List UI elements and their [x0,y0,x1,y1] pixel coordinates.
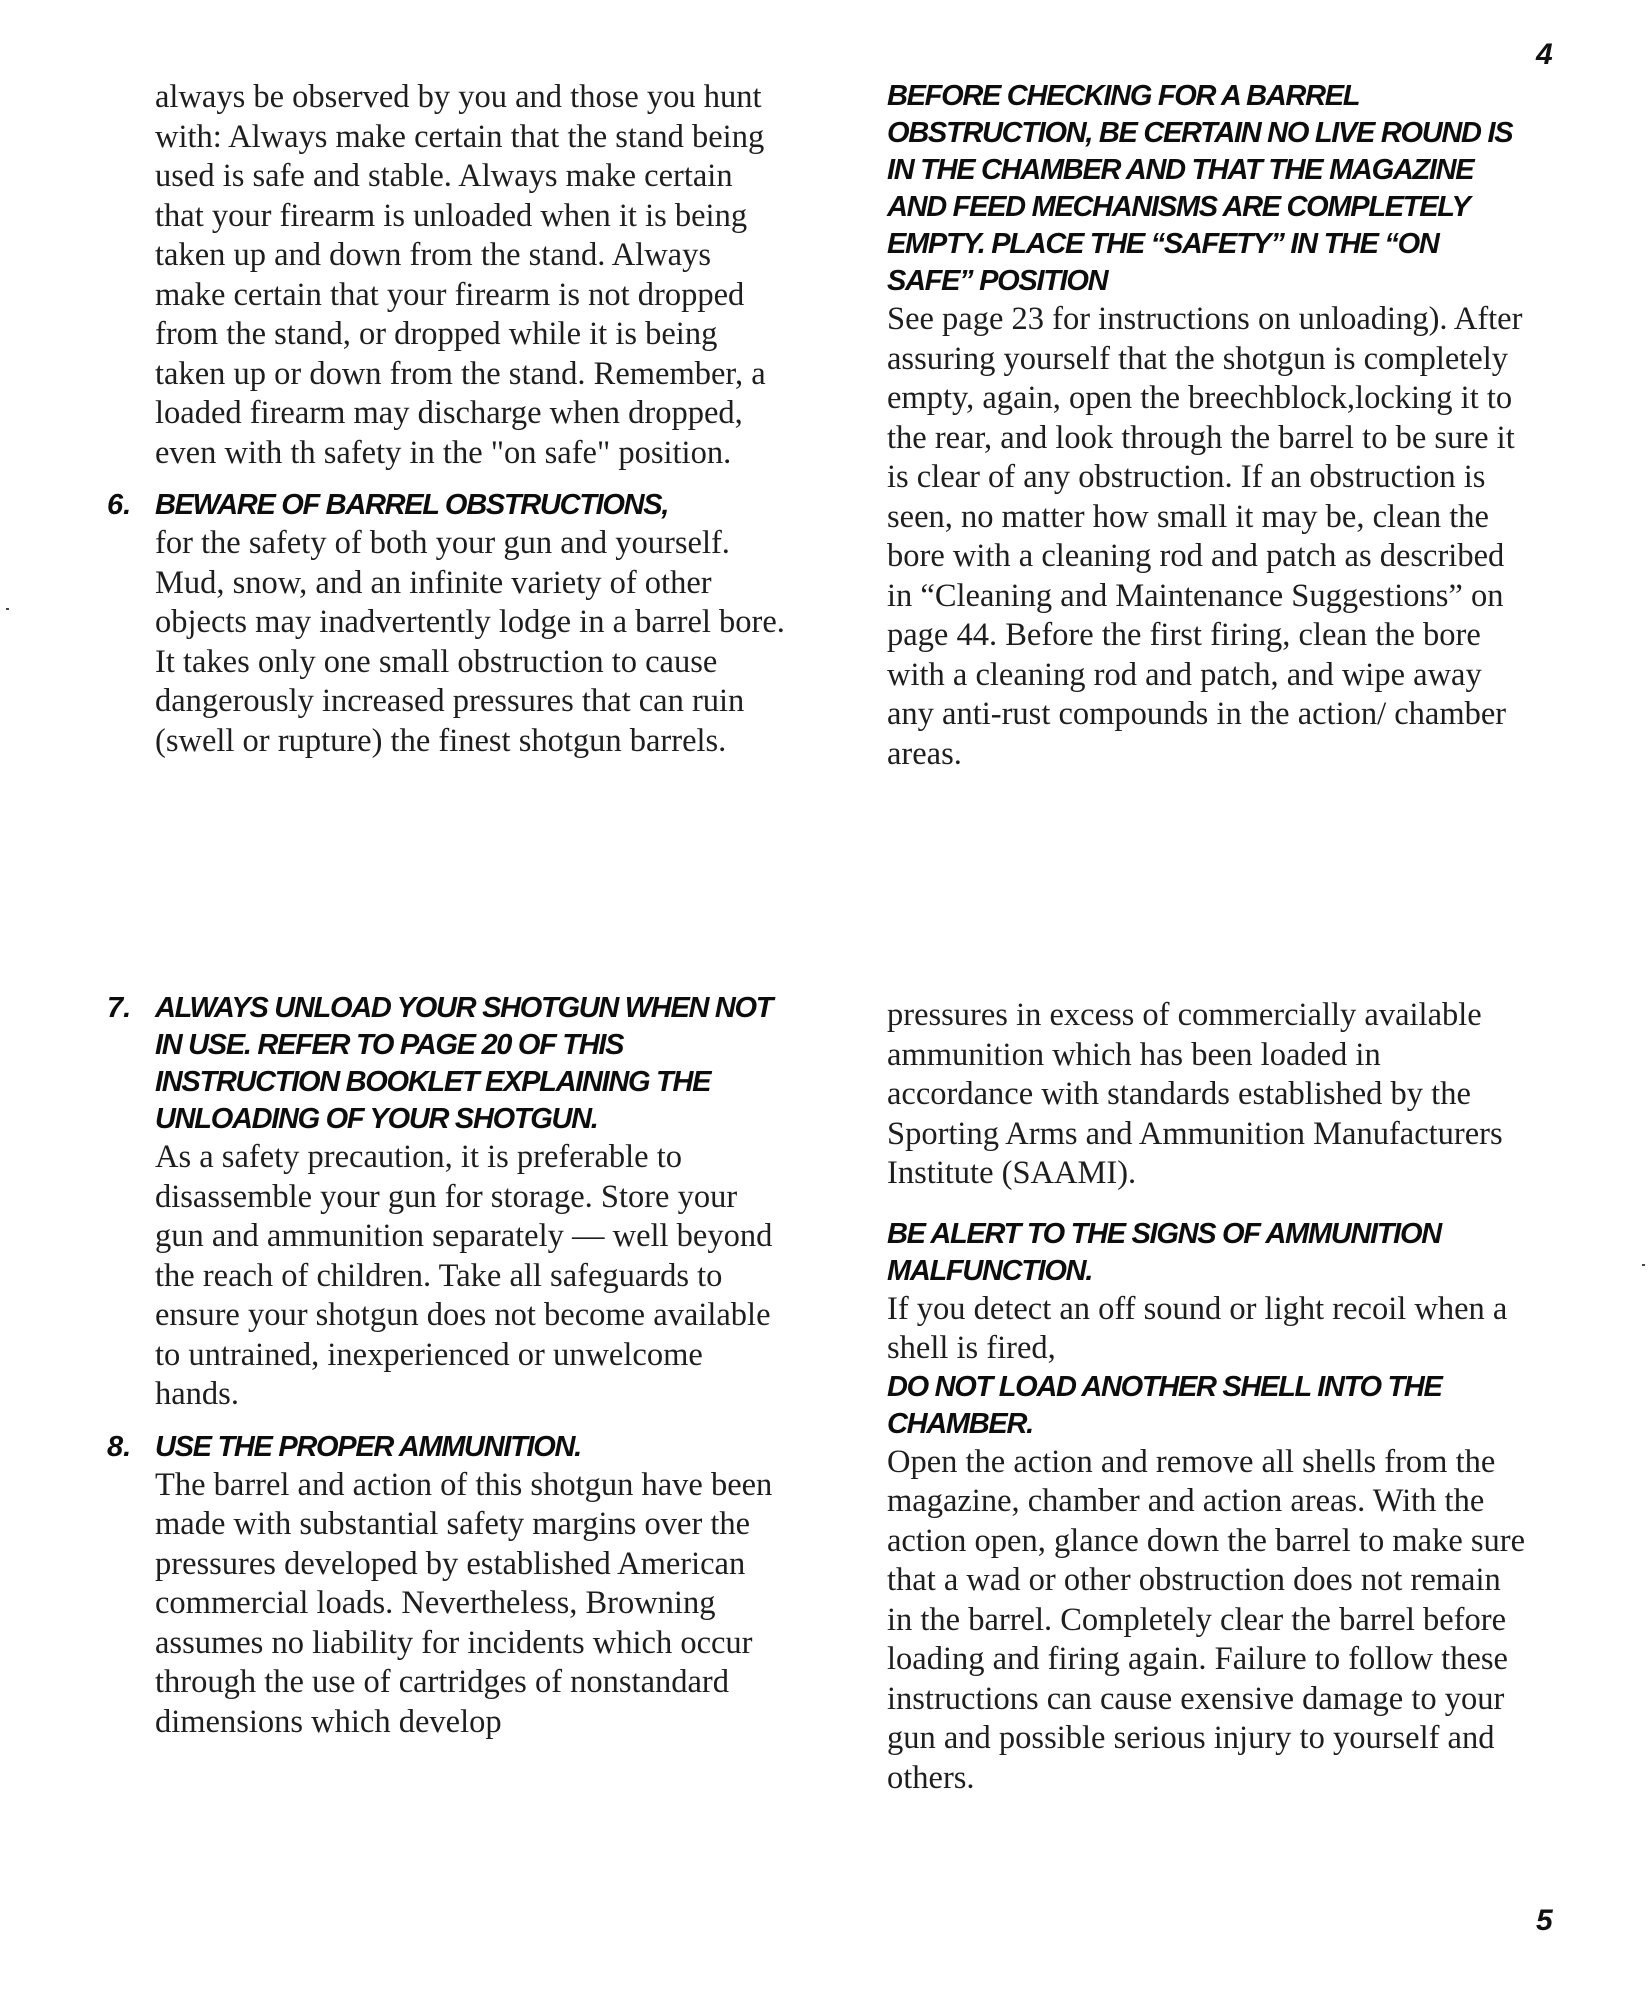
continued-paragraph: always be observed by you and those you hunt with: Always make certain that the stand being used is safe and stable. Always make certain that your firearm is unloaded when it is being taken up and down from the stand. Always make certain that your firearm is not dropped from the stand, or dropped while it is being taken up or down from the stand. Remember, a loaded firearm may discharge when dropped, even with th safety in the "on safe" position. [155,79,766,471]
item-number: 6. [107,489,132,521]
page-number-top: 4 [1536,38,1553,71]
item-number: 8. [107,1430,132,1463]
item-text: for the safety of both your gun and yourself. Mud, snow, and an infinite variety of other objects may inadvertently lodge in a barrel bore. It takes only one small obstruction to cause dangerously increased pressures that can ruin (swell or rupture) the finest shotgun barrels. [155,525,785,759]
upper-left-column [107,78,785,761]
do-not-load-heading: DO NOT LOAD ANOTHER SHELL INTO THE CHAMBER. [887,1370,1442,1440]
item-heading: ALWAYS UNLOAD YOUR SHOTGUN WHEN NOT IN USE. REFER TO PAGE 20 OF THIS INSTRUCTION BOOKLET EXPLAINING THE UNLOADING OF YOUR SHOTGUN. [155,992,773,1135]
item-heading: USE THE PROPER AMMUNITION. [155,1430,581,1463]
ammunition-alert-heading: BE ALERT TO THE SIGNS OF AMMUNITION MALFUNCTION. [887,1217,1441,1287]
safety-item-6 [107,487,785,761]
scan-speck [1642,1264,1645,1266]
continued-paragraph: pressures in excess of commercially available ammunition which has been loaded in accordance with standards established by the Sporting Arms and Ammunition Manufacturers Institute (SAAMI). [887,997,1503,1191]
do-not-load-text: Open the action and remove all shells from the magazine, chamber and action areas. With the action open, glance down the barrel to make sure that a wad or other obstruction does not remain in the barrel. Completely clear the barrel before loading and firing again. Failure to follow these instructions can cause exensive damage to your gun and possible serious injury to yourself and others. [887,1443,1526,1796]
item-text: The barrel and action of this shotgun have been made with substantial safety margins over the pressures developed by established American commercial loads. Nevertheless, Browning assumes no liability for incidents which occur through the use of cartridges of nonstandard dimensions which develop [155,1466,773,1740]
lower-right-column [887,996,1527,1798]
obstruction-check-heading: BEFORE CHECKING FOR A BARREL OBSTRUCTION, BE CERTAIN NO LIVE ROUND IS IN THE CHAMBER AND THAT THE MAGAZINE AND FEED MECHANISMS ARE COMPLETELY EMPTY. PLACE THE “SAFETY” IN THE “ON SAFE” POSITION [887,80,1513,297]
safety-item-8 [107,1429,785,1743]
lower-left-column [107,990,785,1742]
obstruction-check-text: See page 23 for instructions on unloading). After assuring yourself that the shotgun is completely empty, again, open the breechblock,locking it to the rear, and look through the barrel to be sure it is clear of any obstruction. If an obstruction is seen, no matter how small it may be, clean the bore with a cleaning rod and patch as described in “Cleaning and Maintenance Suggestions” on page 44. Before the first firing, clean the bore with a cleaning rod and patch, and wipe away any anti-rust compounds in the action/ chamber areas. [887,301,1523,772]
item-text: As a safety precaution, it is preferable to disassemble your gun for storage. Store your gun and ammunition separately — well beyond the reach of children. Take all safeguards to ensure your shotgun does not become available to untrained, inexperienced or unwelcome hands. [155,1139,773,1412]
page-number-bottom: 5 [1536,1904,1553,1937]
safety-item-7 [107,990,785,1415]
item-number: 7. [107,992,132,1024]
ammunition-alert-text: If you detect an off sound or light recoil when a shell is fired, [887,1290,1508,1366]
upper-right-column [887,78,1527,774]
scan-speck [6,608,9,610]
item-heading: BEWARE OF BARREL OBSTRUCTIONS, [155,489,669,521]
